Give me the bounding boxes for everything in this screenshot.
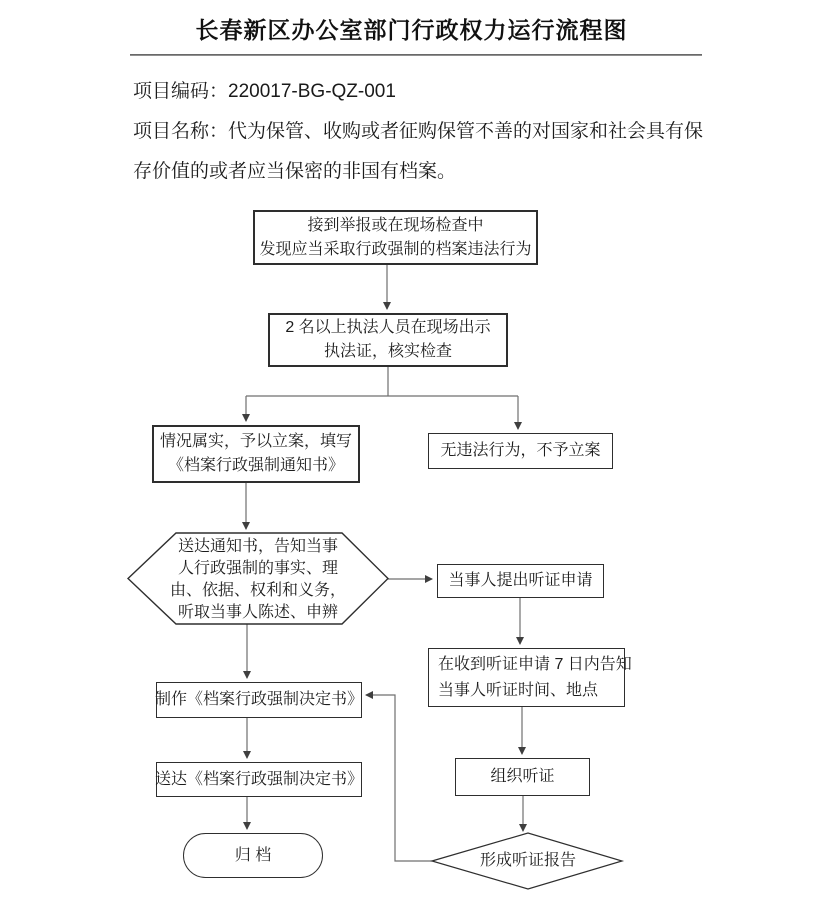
node-hearing-report <box>452 847 604 875</box>
node-notify-line4: 听取当事人陈述、申辨 <box>177 603 338 621</box>
node-inspect-line2: 执法证，核实检查 <box>323 343 452 360</box>
node-file-case-line2: 《档案行政强制通知书》 <box>167 457 344 474</box>
node-no-case-line1: 无违法行为，不予立案 <box>440 442 601 459</box>
node-make-decision-line1: 制作《档案行政强制决定书》 <box>155 691 364 708</box>
node-deliver-decision <box>156 762 362 797</box>
project-name-label: 项目名称： <box>133 121 229 142</box>
node-file-case <box>152 425 360 483</box>
project-code-line <box>133 72 721 112</box>
node-hold-hearing-line1: 组织听证 <box>490 768 555 785</box>
node-notify-line2: 人行政强制的事实、理 <box>177 559 338 577</box>
project-code-value: 220017-BG-QZ-001 <box>228 81 396 102</box>
node-archive-line1: 归 档 <box>234 846 272 864</box>
node-hearing-request-line1: 当事人提出听证申请 <box>448 572 593 589</box>
project-meta <box>133 72 721 192</box>
node-notify <box>146 535 370 624</box>
node-file-case-line1: 情况属实，予以立案，填写 <box>159 433 352 450</box>
flowchart <box>0 195 823 904</box>
flowchart-canvas <box>0 195 823 904</box>
page-title: 长春新区办公室部门行政权力运行流程图 <box>195 17 628 43</box>
project-code-label: 项目编码： <box>133 81 229 102</box>
title-divider <box>130 54 702 56</box>
node-hearing-notice <box>428 648 632 707</box>
connector-report-makedecision <box>366 695 432 861</box>
node-hearing-report-line1: 形成听证报告 <box>479 852 576 869</box>
node-inspect-line1: 2 名以上执法人员在现场出示 <box>285 319 491 336</box>
node-make-decision <box>156 682 362 718</box>
node-report-line1: 接到举报或在现场检查中 <box>307 216 484 234</box>
node-hearing-request <box>437 564 604 598</box>
node-notify-line3: 由、依据、权利和义务， <box>169 581 346 599</box>
node-hearing-notice-line1: 在收到听证申请 7 日内告知 <box>438 655 632 673</box>
node-report-line2: 发现应当采取行政强制的档案违法行为 <box>259 240 532 258</box>
connector-inspect-branch <box>246 367 518 396</box>
node-inspect <box>268 313 508 367</box>
node-no-case <box>428 433 613 469</box>
project-name-line <box>133 112 721 192</box>
node-hold-hearing <box>455 758 590 796</box>
project-name-value: 代为保管、收购或者征购保管不善的对国家和社会具有保存价值的或者应当保密的非国有档案。 <box>133 121 704 182</box>
node-hearing-notice-line2: 当事人听证时间、地点 <box>438 681 599 699</box>
node-archive <box>183 833 323 878</box>
node-notify-line1: 送达通知书，告知当事 <box>177 537 338 555</box>
node-report <box>253 210 538 265</box>
node-deliver-decision-line1: 送达《档案行政强制决定书》 <box>155 770 364 788</box>
